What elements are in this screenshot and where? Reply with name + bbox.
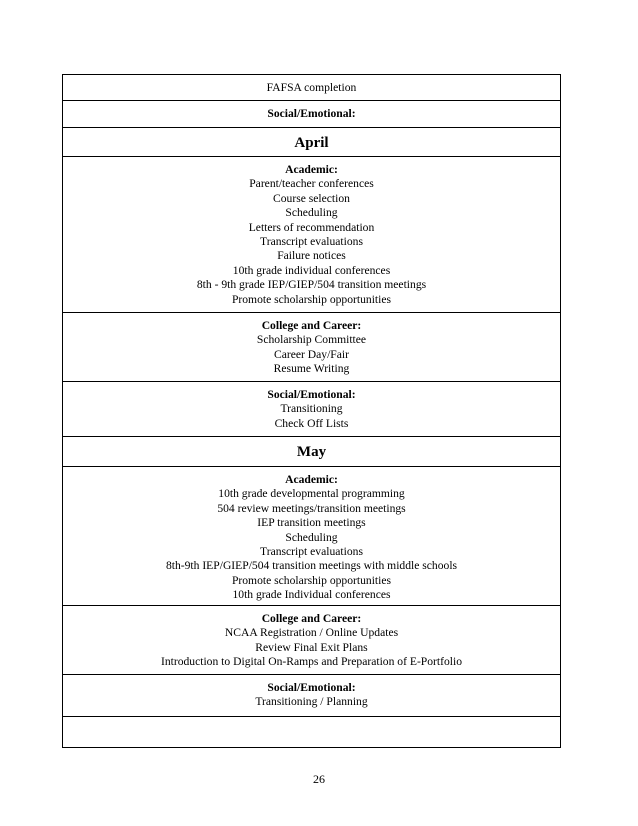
section-heading: College and Career: bbox=[261, 612, 362, 625]
section-heading: Social/Emotional: bbox=[267, 107, 356, 120]
list-item: Check Off Lists bbox=[274, 416, 349, 430]
month-heading: May bbox=[296, 444, 327, 460]
list-item: Transcript evaluations bbox=[260, 235, 363, 249]
list-item: Failure notices bbox=[277, 249, 346, 263]
table-row bbox=[63, 313, 560, 382]
list-item: 10th grade developmental programming bbox=[218, 487, 405, 501]
list-item: Introduction to Digital On-Ramps and Preparation of E-Portfolio bbox=[160, 655, 463, 669]
list-item: Parent/teacher conferences bbox=[249, 177, 374, 191]
list-item: IEP transition meetings bbox=[257, 516, 366, 530]
table-row bbox=[63, 382, 560, 437]
table-row bbox=[63, 157, 560, 313]
list-item: Letters of recommendation bbox=[248, 220, 375, 234]
list-item: Promote scholarship opportunities bbox=[231, 292, 392, 306]
table-row bbox=[63, 101, 560, 128]
list-item: Scheduling bbox=[285, 530, 338, 544]
list-item: 504 review meetings/transition meetings bbox=[217, 501, 406, 515]
list-item: Scholarship Committee bbox=[256, 333, 367, 347]
month-heading: April bbox=[294, 135, 329, 151]
list-item: Scheduling bbox=[285, 206, 338, 220]
row-text: FAFSA completion bbox=[266, 81, 357, 94]
list-item: NCAA Registration / Online Updates bbox=[224, 626, 399, 640]
list-item: Promote scholarship opportunities bbox=[231, 573, 392, 587]
table-row bbox=[63, 675, 560, 717]
section-heading: Academic: bbox=[285, 163, 338, 176]
table-row bbox=[63, 606, 560, 675]
month-heading-row bbox=[63, 437, 560, 467]
table-row bbox=[63, 467, 560, 606]
list-item: Transitioning bbox=[280, 402, 343, 416]
list-item: Career Day/Fair bbox=[273, 347, 349, 361]
list-item: Review Final Exit Plans bbox=[255, 640, 368, 654]
list-item: Course selection bbox=[273, 191, 350, 205]
section-heading: Social/Emotional: bbox=[267, 388, 356, 401]
list-item: Transitioning / Planning bbox=[255, 695, 368, 709]
section-heading: College and Career: bbox=[261, 319, 362, 332]
list-item: 10th grade Individual conferences bbox=[232, 588, 391, 602]
list-item: 8th-9th IEP/GIEP/504 transition meetings with middle schools bbox=[165, 559, 458, 573]
empty-row bbox=[63, 717, 560, 747]
list-item: 10th grade individual conferences bbox=[232, 263, 391, 277]
list-item: Transcript evaluations bbox=[260, 545, 363, 559]
table-row bbox=[63, 75, 560, 101]
section-heading: Social/Emotional: bbox=[267, 681, 356, 694]
page-number: 26 bbox=[313, 772, 325, 786]
list-item: 8th - 9th grade IEP/GIEP/504 transition meetings bbox=[196, 278, 427, 292]
month-heading-row bbox=[63, 128, 560, 157]
schedule-table bbox=[62, 74, 561, 748]
section-heading: Academic: bbox=[285, 473, 338, 486]
list-item: Resume Writing bbox=[273, 362, 350, 376]
